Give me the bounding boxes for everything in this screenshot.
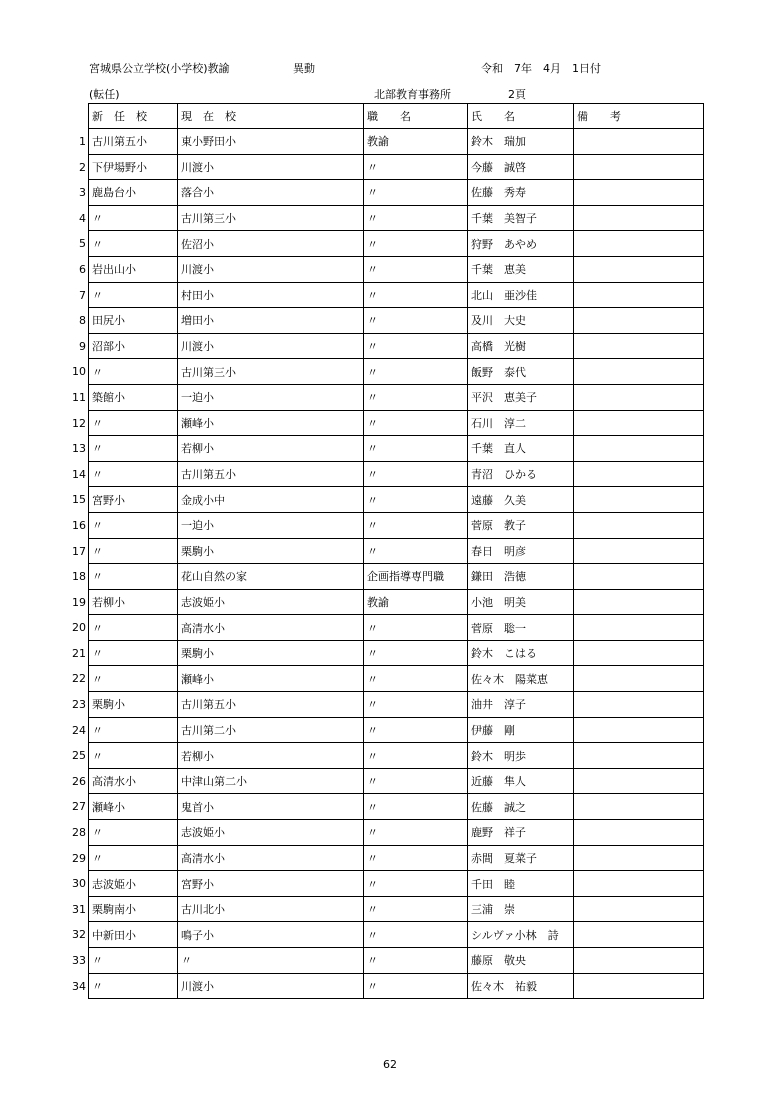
row-number: 16 — [72, 518, 86, 532]
table-header-row — [89, 104, 704, 129]
row-number: 32 — [72, 927, 86, 941]
row-number: 12 — [72, 416, 86, 430]
cell-name: 石川 淳二 — [468, 410, 574, 436]
cell-name: 千田 睦 — [468, 871, 574, 897]
cell-remarks — [574, 743, 704, 769]
row-number: 18 — [72, 569, 86, 583]
row-number: 21 — [72, 646, 86, 660]
table-row — [89, 461, 704, 487]
cell-remarks — [574, 308, 704, 334]
cell-name: 近藤 隼人 — [468, 768, 574, 794]
cell-position: 教諭 — [364, 589, 468, 615]
cell-remarks — [574, 129, 704, 155]
cell-current-school: 若柳小 — [178, 743, 364, 769]
table-row — [89, 973, 704, 999]
cell-new-school: 宮野小 — [89, 487, 178, 513]
row-number: 24 — [72, 723, 86, 737]
row-number: 22 — [72, 671, 86, 685]
cell-current-school: 瀬峰小 — [178, 410, 364, 436]
table-row — [89, 589, 704, 615]
cell-remarks — [574, 410, 704, 436]
cell-position: 〃 — [364, 820, 468, 846]
cell-new-school: 古川第五小 — [89, 129, 178, 155]
row-number: 20 — [72, 620, 86, 634]
cell-current-school: 落合小 — [178, 180, 364, 206]
column-header-new-school: 新 任 校 — [89, 104, 178, 129]
cell-current-school: 川渡小 — [178, 973, 364, 999]
cell-new-school: 下伊場野小 — [89, 154, 178, 180]
cell-name: 今藤 誠啓 — [468, 154, 574, 180]
cell-current-school: 中津山第二小 — [178, 768, 364, 794]
cell-new-school: 築館小 — [89, 384, 178, 410]
table-row — [89, 922, 704, 948]
cell-name: 千葉 直人 — [468, 436, 574, 462]
cell-position: 〃 — [364, 973, 468, 999]
cell-position: 〃 — [364, 359, 468, 385]
cell-new-school: 〃 — [89, 436, 178, 462]
cell-name: 高橋 光樹 — [468, 333, 574, 359]
cell-name: 鈴木 こはる — [468, 640, 574, 666]
cell-position: 〃 — [364, 308, 468, 334]
cell-name: 千葉 美智子 — [468, 205, 574, 231]
cell-position: 〃 — [364, 538, 468, 564]
cell-position: 〃 — [364, 180, 468, 206]
cell-name: 青沼 ひかる — [468, 461, 574, 487]
cell-current-school: 川渡小 — [178, 256, 364, 282]
cell-name: 鈴木 瑞加 — [468, 129, 574, 155]
cell-current-school: 高清水小 — [178, 845, 364, 871]
cell-position: 企画指導専門職 — [364, 564, 468, 590]
table-row — [89, 871, 704, 897]
column-header-remarks: 備 考 — [574, 104, 704, 129]
table-row — [89, 282, 704, 308]
cell-position: 〃 — [364, 282, 468, 308]
cell-new-school: 志波姫小 — [89, 871, 178, 897]
cell-remarks — [574, 615, 704, 641]
table-row — [89, 768, 704, 794]
cell-new-school: 鹿島台小 — [89, 180, 178, 206]
table-row — [89, 410, 704, 436]
cell-position: 〃 — [364, 436, 468, 462]
cell-name: 小池 明美 — [468, 589, 574, 615]
cell-new-school: 〃 — [89, 845, 178, 871]
table-row — [89, 615, 704, 641]
cell-new-school: 〃 — [89, 205, 178, 231]
cell-position: 〃 — [364, 205, 468, 231]
cell-new-school: 〃 — [89, 615, 178, 641]
table-row — [89, 666, 704, 692]
cell-new-school: 〃 — [89, 231, 178, 257]
cell-position: 〃 — [364, 845, 468, 871]
cell-remarks — [574, 205, 704, 231]
table-row — [89, 692, 704, 718]
cell-name: 千葉 恵美 — [468, 256, 574, 282]
cell-position: 〃 — [364, 461, 468, 487]
row-number: 2 — [79, 160, 86, 174]
cell-position: 〃 — [364, 768, 468, 794]
column-header-current-school: 現 在 校 — [178, 104, 364, 129]
cell-new-school: 〃 — [89, 410, 178, 436]
transfer-table — [88, 103, 704, 999]
table-row — [89, 180, 704, 206]
row-number: 11 — [72, 390, 86, 404]
cell-current-school: 志波姫小 — [178, 589, 364, 615]
cell-current-school: 一迫小 — [178, 384, 364, 410]
cell-remarks — [574, 589, 704, 615]
row-number: 25 — [72, 748, 86, 762]
cell-remarks — [574, 359, 704, 385]
cell-new-school: 瀬峰小 — [89, 794, 178, 820]
document-kind: 異動 — [293, 62, 315, 75]
cell-new-school: 田尻小 — [89, 308, 178, 334]
cell-remarks — [574, 154, 704, 180]
page-label: 2頁 — [508, 88, 526, 101]
table-row — [89, 487, 704, 513]
cell-remarks — [574, 231, 704, 257]
cell-name: 佐藤 誠之 — [468, 794, 574, 820]
cell-position: 〃 — [364, 717, 468, 743]
table-row — [89, 436, 704, 462]
cell-new-school: 沼部小 — [89, 333, 178, 359]
cell-current-school: 高清水小 — [178, 615, 364, 641]
column-header-name: 氏 名 — [468, 104, 574, 129]
page-number: 62 — [383, 1058, 397, 1071]
cell-new-school: 〃 — [89, 512, 178, 538]
cell-remarks — [574, 973, 704, 999]
cell-new-school: 〃 — [89, 666, 178, 692]
row-number: 33 — [72, 953, 86, 967]
table-row — [89, 948, 704, 974]
cell-remarks — [574, 384, 704, 410]
table-row — [89, 231, 704, 257]
cell-new-school: 〃 — [89, 820, 178, 846]
cell-new-school: 〃 — [89, 743, 178, 769]
cell-position: 〃 — [364, 487, 468, 513]
document-title: 宮城県公立学校(小学校)教諭 — [89, 62, 230, 75]
cell-new-school: 〃 — [89, 717, 178, 743]
office-name: 北部教育事務所 — [374, 88, 451, 101]
table-row — [89, 154, 704, 180]
cell-position: 〃 — [364, 384, 468, 410]
cell-position: 〃 — [364, 896, 468, 922]
cell-current-school: 古川第五小 — [178, 692, 364, 718]
cell-current-school: 村田小 — [178, 282, 364, 308]
cell-new-school: 〃 — [89, 948, 178, 974]
cell-current-school: 増田小 — [178, 308, 364, 334]
cell-remarks — [574, 820, 704, 846]
cell-remarks — [574, 564, 704, 590]
cell-new-school: 〃 — [89, 640, 178, 666]
cell-current-school: 古川第五小 — [178, 461, 364, 487]
cell-remarks — [574, 717, 704, 743]
row-number: 8 — [79, 313, 86, 327]
table-row — [89, 820, 704, 846]
cell-remarks — [574, 794, 704, 820]
cell-remarks — [574, 845, 704, 871]
cell-new-school: 〃 — [89, 564, 178, 590]
row-number: 4 — [79, 211, 86, 225]
cell-current-school: 一迫小 — [178, 512, 364, 538]
table-row — [89, 333, 704, 359]
cell-name: 春日 明彦 — [468, 538, 574, 564]
cell-current-school: 鬼首小 — [178, 794, 364, 820]
cell-name: 三浦 崇 — [468, 896, 574, 922]
cell-name: 佐々木 祐毅 — [468, 973, 574, 999]
cell-new-school: 栗駒小 — [89, 692, 178, 718]
cell-remarks — [574, 640, 704, 666]
cell-name: 北山 亜沙佳 — [468, 282, 574, 308]
cell-position: 〃 — [364, 871, 468, 897]
table-row — [89, 512, 704, 538]
cell-remarks — [574, 538, 704, 564]
cell-current-school: 若柳小 — [178, 436, 364, 462]
cell-remarks — [574, 512, 704, 538]
cell-current-school: 川渡小 — [178, 154, 364, 180]
cell-position: 〃 — [364, 333, 468, 359]
cell-remarks — [574, 948, 704, 974]
table-row — [89, 640, 704, 666]
row-number: 13 — [72, 441, 86, 455]
row-number: 27 — [72, 799, 86, 813]
cell-remarks — [574, 896, 704, 922]
cell-current-school: 古川第三小 — [178, 205, 364, 231]
cell-remarks — [574, 256, 704, 282]
table-row — [89, 896, 704, 922]
cell-position: 〃 — [364, 948, 468, 974]
cell-name: 狩野 あやめ — [468, 231, 574, 257]
cell-position: 〃 — [364, 231, 468, 257]
cell-name: 赤間 夏菜子 — [468, 845, 574, 871]
cell-new-school: 〃 — [89, 538, 178, 564]
cell-remarks — [574, 922, 704, 948]
cell-new-school: 栗駒南小 — [89, 896, 178, 922]
cell-name: 鎌田 浩徳 — [468, 564, 574, 590]
row-number: 17 — [72, 544, 86, 558]
cell-name: 佐藤 秀寿 — [468, 180, 574, 206]
row-number: 26 — [72, 774, 86, 788]
cell-new-school: 〃 — [89, 359, 178, 385]
cell-position: 教諭 — [364, 129, 468, 155]
cell-remarks — [574, 333, 704, 359]
cell-remarks — [574, 692, 704, 718]
cell-name: 菅原 教子 — [468, 512, 574, 538]
row-number: 23 — [72, 697, 86, 711]
row-number: 7 — [79, 288, 86, 302]
cell-position: 〃 — [364, 692, 468, 718]
table-row — [89, 564, 704, 590]
cell-name: 平沢 恵美子 — [468, 384, 574, 410]
cell-current-school: 栗駒小 — [178, 640, 364, 666]
cell-position: 〃 — [364, 512, 468, 538]
table-row — [89, 205, 704, 231]
row-number: 3 — [79, 185, 86, 199]
cell-name: 飯野 泰代 — [468, 359, 574, 385]
cell-new-school: 〃 — [89, 461, 178, 487]
cell-current-school: 東小野田小 — [178, 129, 364, 155]
cell-current-school: 佐沼小 — [178, 231, 364, 257]
cell-new-school: 若柳小 — [89, 589, 178, 615]
cell-current-school: 栗駒小 — [178, 538, 364, 564]
cell-remarks — [574, 436, 704, 462]
row-number: 30 — [72, 876, 86, 890]
cell-name: 遠藤 久美 — [468, 487, 574, 513]
row-number: 6 — [79, 262, 86, 276]
cell-name: 菅原 聡一 — [468, 615, 574, 641]
row-number: 34 — [72, 979, 86, 993]
cell-position: 〃 — [364, 410, 468, 436]
cell-remarks — [574, 461, 704, 487]
cell-position: 〃 — [364, 794, 468, 820]
cell-remarks — [574, 282, 704, 308]
row-number: 15 — [72, 492, 86, 506]
cell-current-school: 川渡小 — [178, 333, 364, 359]
table-row — [89, 308, 704, 334]
cell-name: 鈴木 明歩 — [468, 743, 574, 769]
cell-name: 油井 淳子 — [468, 692, 574, 718]
row-number: 19 — [72, 595, 86, 609]
section-label: (転任) — [89, 88, 120, 101]
cell-current-school: 宮野小 — [178, 871, 364, 897]
cell-name: 佐々木 陽菜恵 — [468, 666, 574, 692]
table-row — [89, 129, 704, 155]
cell-position: 〃 — [364, 256, 468, 282]
cell-name: 伊藤 剛 — [468, 717, 574, 743]
cell-remarks — [574, 768, 704, 794]
row-number: 31 — [72, 902, 86, 916]
column-header-position: 職 名 — [364, 104, 468, 129]
cell-remarks — [574, 666, 704, 692]
cell-position: 〃 — [364, 154, 468, 180]
cell-current-school: 瀬峰小 — [178, 666, 364, 692]
cell-new-school: 〃 — [89, 282, 178, 308]
cell-remarks — [574, 871, 704, 897]
row-number: 9 — [79, 339, 86, 353]
row-number: 1 — [79, 134, 86, 148]
cell-name: 及川 大史 — [468, 308, 574, 334]
cell-new-school: 中新田小 — [89, 922, 178, 948]
cell-current-school: 古川第二小 — [178, 717, 364, 743]
table-row — [89, 717, 704, 743]
table-row — [89, 384, 704, 410]
cell-position: 〃 — [364, 615, 468, 641]
row-number: 5 — [79, 236, 86, 250]
cell-position: 〃 — [364, 666, 468, 692]
table-row — [89, 359, 704, 385]
cell-new-school: 〃 — [89, 973, 178, 999]
cell-new-school: 高清水小 — [89, 768, 178, 794]
cell-remarks — [574, 180, 704, 206]
cell-current-school: 鳴子小 — [178, 922, 364, 948]
cell-position: 〃 — [364, 743, 468, 769]
cell-name: 鹿野 祥子 — [468, 820, 574, 846]
row-number: 28 — [72, 825, 86, 839]
cell-new-school: 岩出山小 — [89, 256, 178, 282]
table-row — [89, 256, 704, 282]
cell-name: 藤原 敬央 — [468, 948, 574, 974]
row-number: 14 — [72, 467, 86, 481]
cell-current-school: 金成小中 — [178, 487, 364, 513]
table-row — [89, 845, 704, 871]
cell-current-school: 花山自然の家 — [178, 564, 364, 590]
table-row — [89, 538, 704, 564]
cell-remarks — [574, 487, 704, 513]
table-row — [89, 743, 704, 769]
table-row — [89, 794, 704, 820]
cell-current-school: 古川第三小 — [178, 359, 364, 385]
cell-position: 〃 — [364, 922, 468, 948]
cell-position: 〃 — [364, 640, 468, 666]
cell-current-school: 〃 — [178, 948, 364, 974]
row-number: 29 — [72, 851, 86, 865]
effective-date: 令和 7年 4月 1日付 — [481, 62, 601, 75]
row-number: 10 — [72, 364, 86, 378]
cell-current-school: 古川北小 — [178, 896, 364, 922]
cell-name: シルヴァ小林 詩 — [468, 922, 574, 948]
cell-current-school: 志波姫小 — [178, 820, 364, 846]
